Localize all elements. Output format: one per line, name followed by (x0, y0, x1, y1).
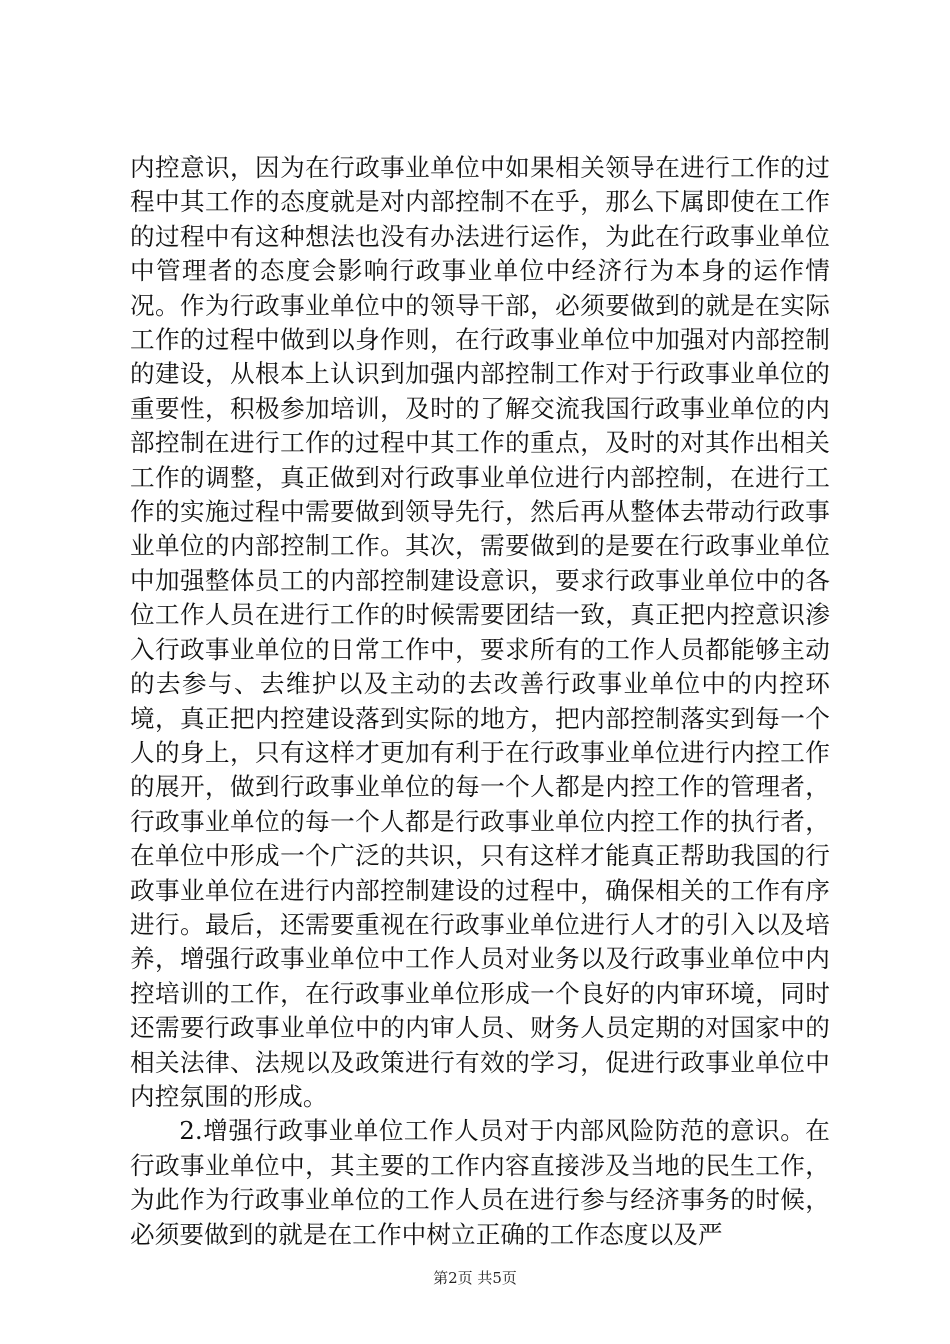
body-paragraph-2: 2.增强行政事业单位工作人员对于内部风险防范的意识。在行政事业单位中，其主要的工作内容直接涉及当地的民生工作，为此作为行政事业单位的工作人员在进行参与经济事务的时候，必须要做到的就是在工作中树立正确的工作态度以及严 (130, 1116, 830, 1249)
document-body (130, 151, 830, 1252)
page-footer: 第2页 共5页 (433, 1269, 517, 1287)
body-paragraph-1: 内控意识，因为在行政事业单位中如果相关领导在进行工作的过程中其工作的态度就是对内部控制不在乎，那么下属即使在工作的过程中有这种想法也没有办法进行运作，为此在行政事业单位中管理者的态度会影响行政事业单位中经济行为本身的运作情况。作为行政事业单位中的领导干部，必须要做到的就是在实际工作的过程中做到以身作则，在行政事业单位中加强对内部控制的建设，从根本上认识到加强内部控制工作对于行政事业单位的重要性，积极参加培训，及时的了解交流我国行政事业单位的内部控制在进行工作的过程中其工作的重点，及时的对其作出相关工作的调整，真正做到对行政事业单位进行内部控制，在进行工作的实施过程中需要做到领导先行，然后再从整体去带动行政事业单位的内部控制工作。其次，需要做到的是要在行政事业单位中加强整体员工的内部控制建设意识，要求行政事业单位中的各位工作人员在进行工作的时候需要团结一致，真正把内控意识渗入行政事业单位的日常工作中，要求所有的工作人员都能够主动的去参与、去维护以及主动的去改善行政事业单位中的内控环境，真正把内控建设落到实际的地方，把内部控制落实到每一个人的身上，只有这样才更加有利于在行政事业单位进行内控工作的展开，做到行政事业单位的每一个人都是内控工作的管理者，行政事业单位的每一个人都是行政事业单位内控工作的执行者，在单位中形成一个广泛的共识，只有这样才能真正帮助我国的行政事业单位在进行内部控制建设的过程中，确保相关的工作有序进行。最后，还需要重视在行政事业单位进行人才的引入以及培养，增强行政事业单位中工作人员对业务以及行政事业单位中内控培训的工作，在行政事业单位形成一个良好的内审环境，同时还需要行政事业单位中的内审人员、财务人员定期的对国家中的相关法律、法规以及政策进行有效的学习，促进行政事业单位中内控氛围的形成。 (130, 153, 830, 1111)
